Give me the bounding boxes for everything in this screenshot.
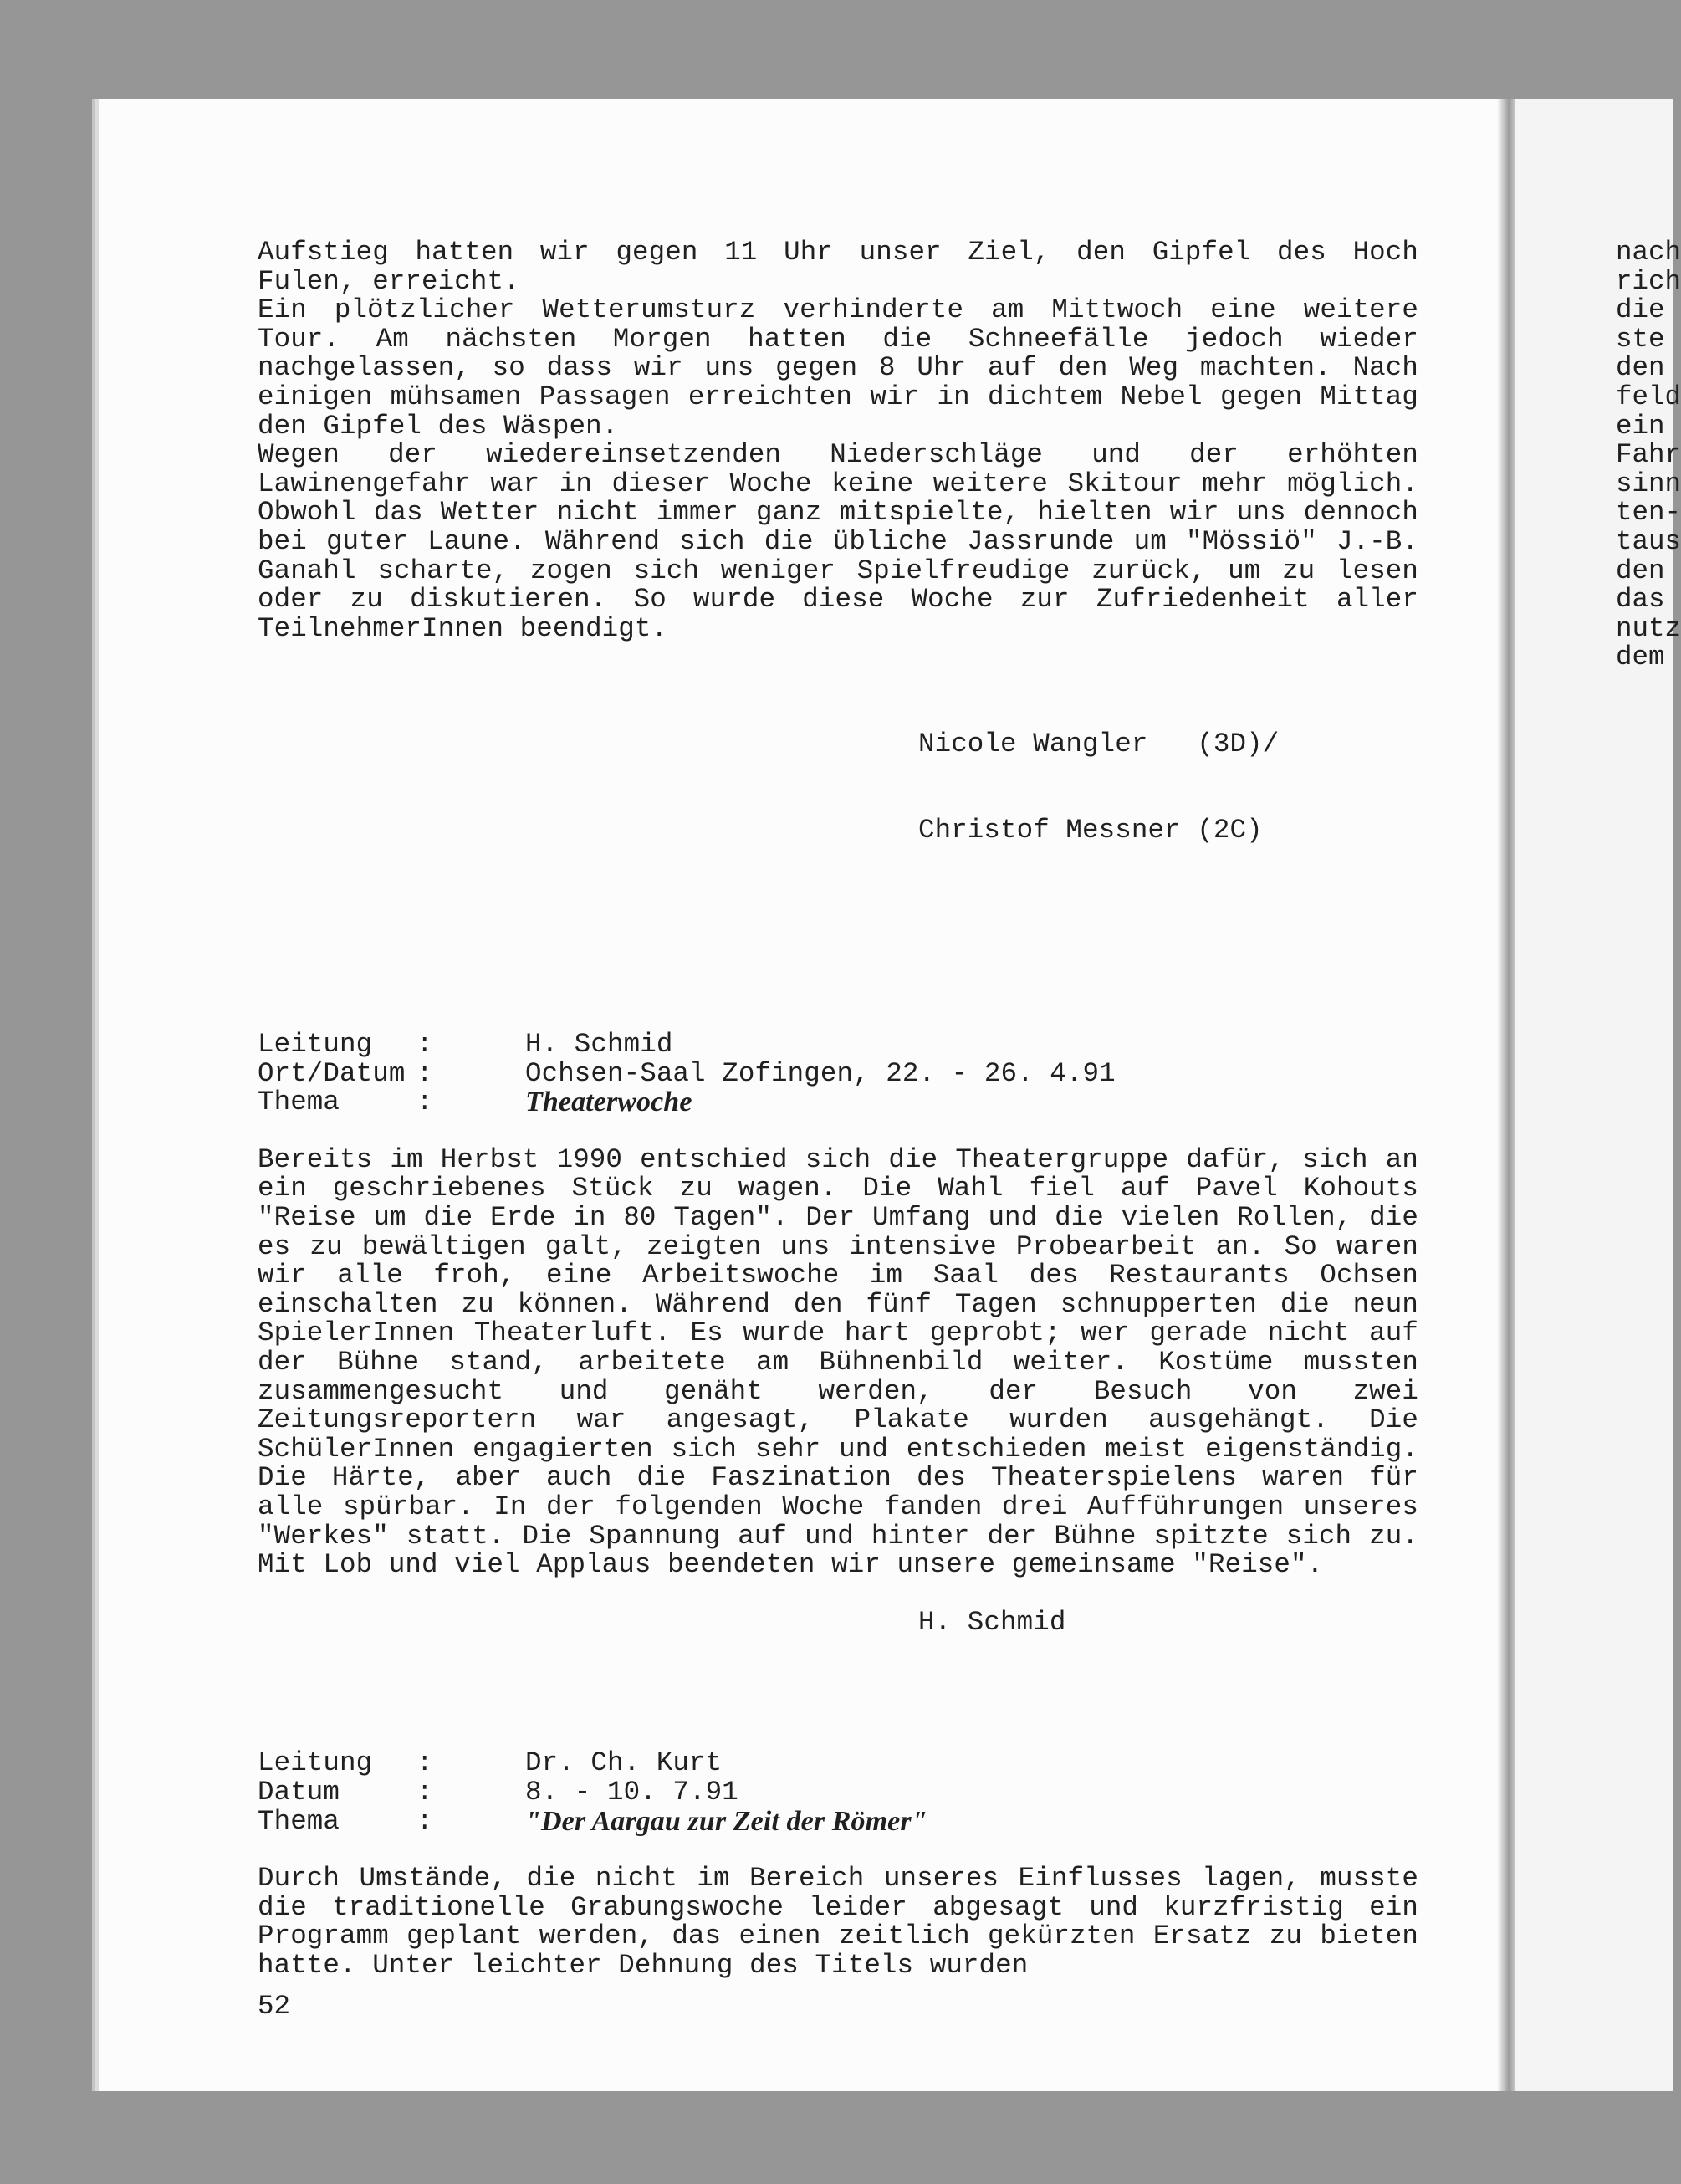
theaterwoche-body: Bereits im Herbst 1990 entschied sich die Theatergruppe dafür, sich an ein geschriebenes Stück zu wagen. Die Wahl fiel auf Pavel Kohouts "Reise um die Erde in 80 Tagen". Der Umfang und die vielen Rollen, die es zu bewältigen galt, zeigten uns intensive Probearbeit an. So waren wir alle froh, eine Arbeitswoche im Saal des Restaurants Ochsen einschalten zu können. Während den fünf Tagen schnupperten die neun SpielerInnen Theaterluft. Es wurde hart geprobt; wer gerade nicht auf der Bühne stand, arbeitete am Bühnenbild weiter. Kostüme mussten zusammengesucht und genäht werden, der Besuch von zwei Zeitungsreportern war angesagt, Plakate wurden ausgehängt. Die SchülerInnen engagierten sich sehr und entschieden meist eigenständig. Die Härte, aber auch die Faszination des Theaterspielens waren für alle spürbar. In der folgenden Woche fanden drei Aufführungen unseres "Werkes" statt. Die Spannung auf und hinter der Bühne spitzte sich zu. Mit Lob und viel Applaus beendeten wir unsere gemeinsame "Reise". (258, 1143, 1418, 1581)
info-row: Leitung : Dr. Ch. Kurt (258, 1747, 723, 1779)
info-row: Datum : 8. - 10. 7.91 (258, 1776, 738, 1808)
page-number: 52 (258, 1991, 291, 2022)
intro-paragraph: Ein plötzlicher Wetterumsturz verhinderte am Mittwoch eine weitere Tour. Am nächsten Morgen hatten die Schneefälle jedoch wieder nachgelassen, so dass wir uns gegen 8 Uhr auf den Weg machten. Nach einigen mühsamen Passagen erreichten wir in dichtem Nebel gegen Mittag den Gipfel des Wäspen. (258, 294, 1418, 442)
intro-text (258, 238, 1418, 643)
info-row: Thema : "Der Aargau zur Zeit der Römer" (258, 1805, 927, 1837)
info-row: Ort/Datum : Ochsen-Saal Zofingen, 22. - 26. 4.91 (258, 1057, 1116, 1089)
facing-page-text: nach rich die ste den feld ein Fahr sinn ten- taus den das nutz dem (1616, 237, 1681, 673)
intro-paragraph: Aufstieg hatten wir gegen 11 Uhr unser Ziel, den Gipfel des Hoch Fulen, erreicht. (258, 237, 1418, 297)
section-theaterwoche-header (258, 1031, 1418, 1118)
roemer-body: Durch Umstände, die nicht im Bereich unseres Einflusses lagen, musste die traditionelle Grabungswoche leider abgesagt und kurzfristig ein Programm geplant werden, das einen zeitlich gekürzten Ersatz zu bieten hatte. Unter leichter Dehnung des Titels wurden (258, 1863, 1418, 1981)
page-content (258, 238, 1418, 1981)
book-gutter (1497, 99, 1517, 2091)
section-roemer-header (258, 1749, 1418, 1836)
intro-paragraph: Wegen der wiedereinsetzenden Niederschläge und der erhöhten Lawinengefahr war in dieser Woche keine weitere Skitour mehr möglich. Obwohl das Wetter nicht immer ganz mitspielte, hielten wir uns dennoch bei guter Laune. Während sich die übliche Jassrunde um "Mössiö" J.-B. Ganahl scharte, zogen sich weniger Spielfreudige zurück, um zu lesen oder zu diskutieren. So wurde diese Woche zur Zufriedenheit aller TeilnehmerInnen beendigt. (258, 439, 1418, 644)
signature-schmid: H. Schmid (918, 1606, 1066, 1638)
info-row: Leitung : H. Schmid (258, 1029, 673, 1061)
info-row: Thema : Theaterwoche (258, 1087, 692, 1118)
signature-students: Nicole Wangler (3D)/ Christof Messner (2C) (918, 728, 1280, 846)
